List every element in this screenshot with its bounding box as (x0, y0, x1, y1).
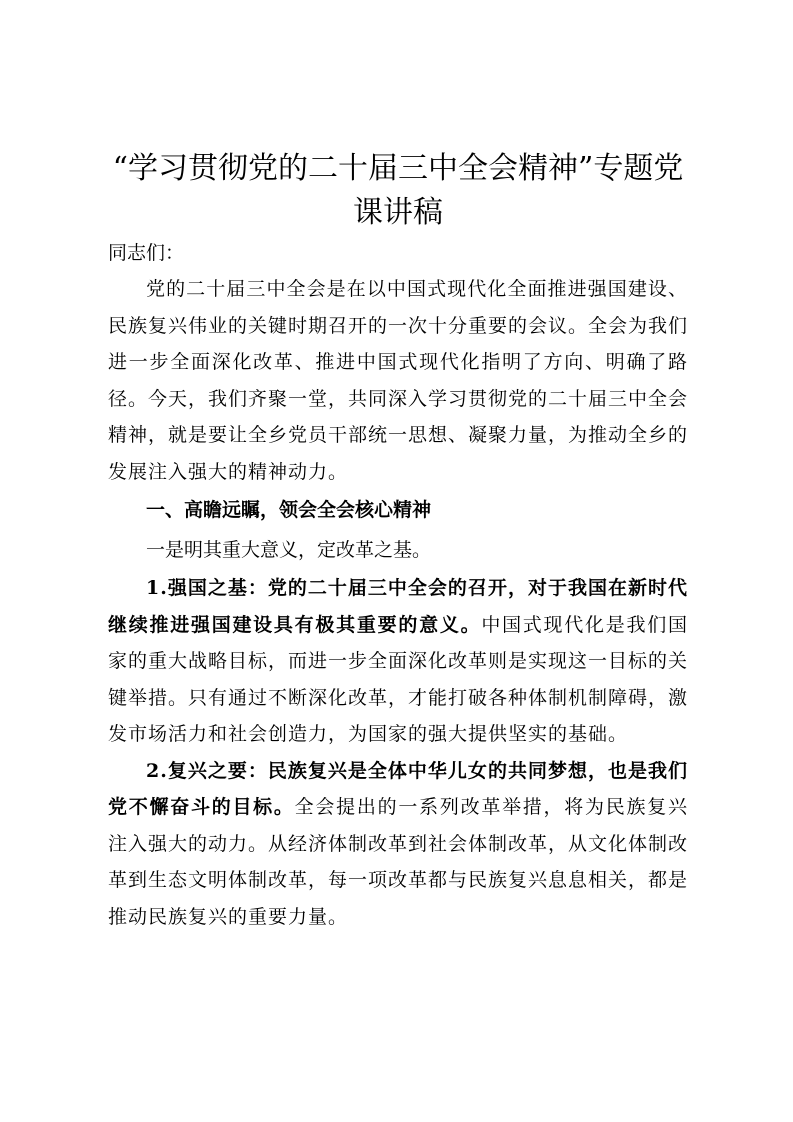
point-1-text: 中国式现代化是我们国家的重大战略目标，而进一步全面深化改革则是实现这一目标的关键举措。只有通过不断深化改革，才能打破各种体制机制障碍，激发市场活力和社会创造力，为国家的强大提供坚实的基础。 (108, 613, 689, 745)
point-2-bold-lead: 2.复兴之要：民族复兴是全体中华儿女的共同梦想，也是我们党不懈奋斗的目标。 (108, 759, 688, 818)
intro-paragraph: 党的二十届三中全会是在以中国式现代化全面推进强国建设、民族复兴伟业的关键时期召开的一次十分重要的会议。全会为我们进一步全面深化改革、推进中国式现代化指明了方向、明确了路径。今天，我们齐聚一堂，共同深入学习贯彻党的二十届三中全会精神，就是要让全乡党员干部统一思想、凝聚力量，为推动全乡的发展注入强大的精神动力。 (108, 278, 689, 483)
greeting: 同志们： (108, 242, 185, 264)
document-page (108, 147, 688, 935)
point-2-paragraph (108, 753, 688, 936)
title-line-2: 课讲稿 (353, 195, 443, 230)
title-line-1: “学习贯彻党的二十届三中全会精神”专题党 (112, 151, 684, 186)
document-title (108, 147, 688, 235)
section-1-heading: 一、高瞻远瞩，领会全会核心精神 (146, 499, 432, 521)
point-2-text: 全会提出的一系列改革举措，将为民族复兴注入强大的动力。从经济体制改革到社会体制改革，从文化体制改革到生态文明体制改革，每一项改革都与民族复兴息息相关，都是推动民族复兴的重要力量。 (108, 796, 689, 928)
point-1-bold-lead: 1.强国之基：党的二十届三中全会的召开，对于我国在新时代继续推进强国建设具有极其重要的意义。 (108, 577, 688, 636)
subsection-1: 一是明其重大意义，定改革之基。 (146, 539, 432, 561)
point-1-paragraph (108, 570, 688, 753)
